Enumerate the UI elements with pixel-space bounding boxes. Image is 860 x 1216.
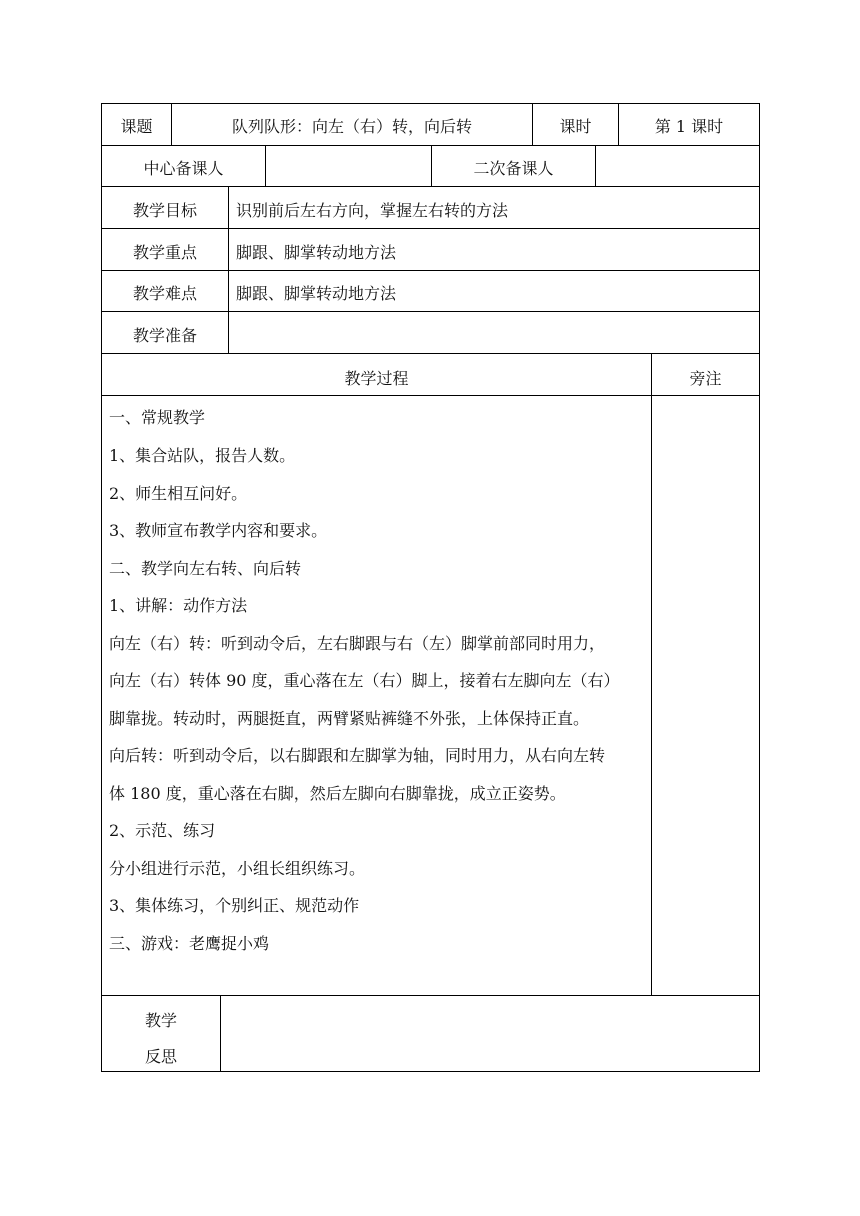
key-label: 教学重点 (132, 243, 197, 262)
process-line: 向左（右）转体 90 度，重心落在左（右）脚上，接着右左脚向左（右） (109, 671, 620, 690)
rule-bottom (101, 1071, 760, 1072)
process-line: 脚靠拢。转动时，两腿挺直，两臂紧贴裤缝不外张，上体保持正直。 (109, 709, 590, 728)
rule-reflection-col (220, 995, 221, 1072)
rule-row5-bottom (101, 311, 760, 312)
period-value: 第 1 课时 (654, 117, 724, 136)
rule-row6-bottom (101, 353, 760, 354)
process-line: 分小组进行示范，小组长组织练习。 (109, 859, 366, 878)
process-line: 向后转：听到动令后，以右脚跟和左脚掌为轴，同时用力，从右向左转 (109, 746, 606, 765)
rule-label-col (228, 186, 229, 354)
process-line: 三、游戏：老鹰捉小鸡 (109, 934, 270, 953)
process-line: 一、常规教学 (109, 408, 206, 427)
process-line: 3、集体练习，个别纠正、规范动作 (109, 896, 360, 915)
period-label: 课时 (559, 117, 592, 136)
notes-header: 旁注 (689, 369, 722, 388)
rule-top (101, 103, 760, 104)
prep-label: 教学准备 (132, 326, 197, 345)
goal-value: 识别前后左右方向，掌握左右转的方法 (236, 201, 509, 220)
rule-row3-bottom (101, 228, 760, 229)
second-preparer-label: 二次备课人 (473, 159, 554, 178)
rule-row7-bottom (101, 395, 760, 396)
rule-row4-bottom (101, 270, 760, 271)
reflection-label-line2: 反思 (144, 1047, 177, 1066)
process-line: 体 180 度，重心落在右脚，然后左脚向右脚靠拢，成立正姿势。 (109, 784, 566, 803)
difficulty-label: 教学难点 (132, 284, 197, 303)
difficulty-value: 脚跟、脚掌转动地方法 (236, 284, 397, 303)
process-line: 1、讲解：动作方法 (109, 596, 248, 615)
rule-notes-col (651, 353, 652, 996)
rule-r2-c (595, 145, 596, 187)
rule-r2-a (265, 145, 266, 187)
topic-label: 课题 (120, 117, 153, 136)
process-line: 3、教师宣布教学内容和要求。 (109, 521, 328, 540)
topic-value: 队列队形：向左（右）转，向后转 (231, 117, 472, 136)
main-preparer-label: 中心备课人 (143, 159, 224, 178)
rule-right (759, 103, 760, 1072)
process-line: 2、师生相互问好。 (109, 484, 248, 503)
process-line: 二、教学向左右转、向后转 (109, 559, 302, 578)
key-value: 脚跟、脚掌转动地方法 (236, 243, 397, 262)
process-line: 2、示范、练习 (109, 821, 216, 840)
process-line: 1、集合站队，报告人数。 (109, 446, 296, 465)
rule-row8-bottom (101, 995, 760, 996)
reflection-label-line1: 教学 (144, 1011, 177, 1030)
goal-label: 教学目标 (132, 201, 197, 220)
process-header: 教学过程 (344, 369, 409, 388)
process-line: 向左（右）转：听到动令后，左右脚跟与右（左）脚掌前部同时用力， (109, 634, 606, 653)
